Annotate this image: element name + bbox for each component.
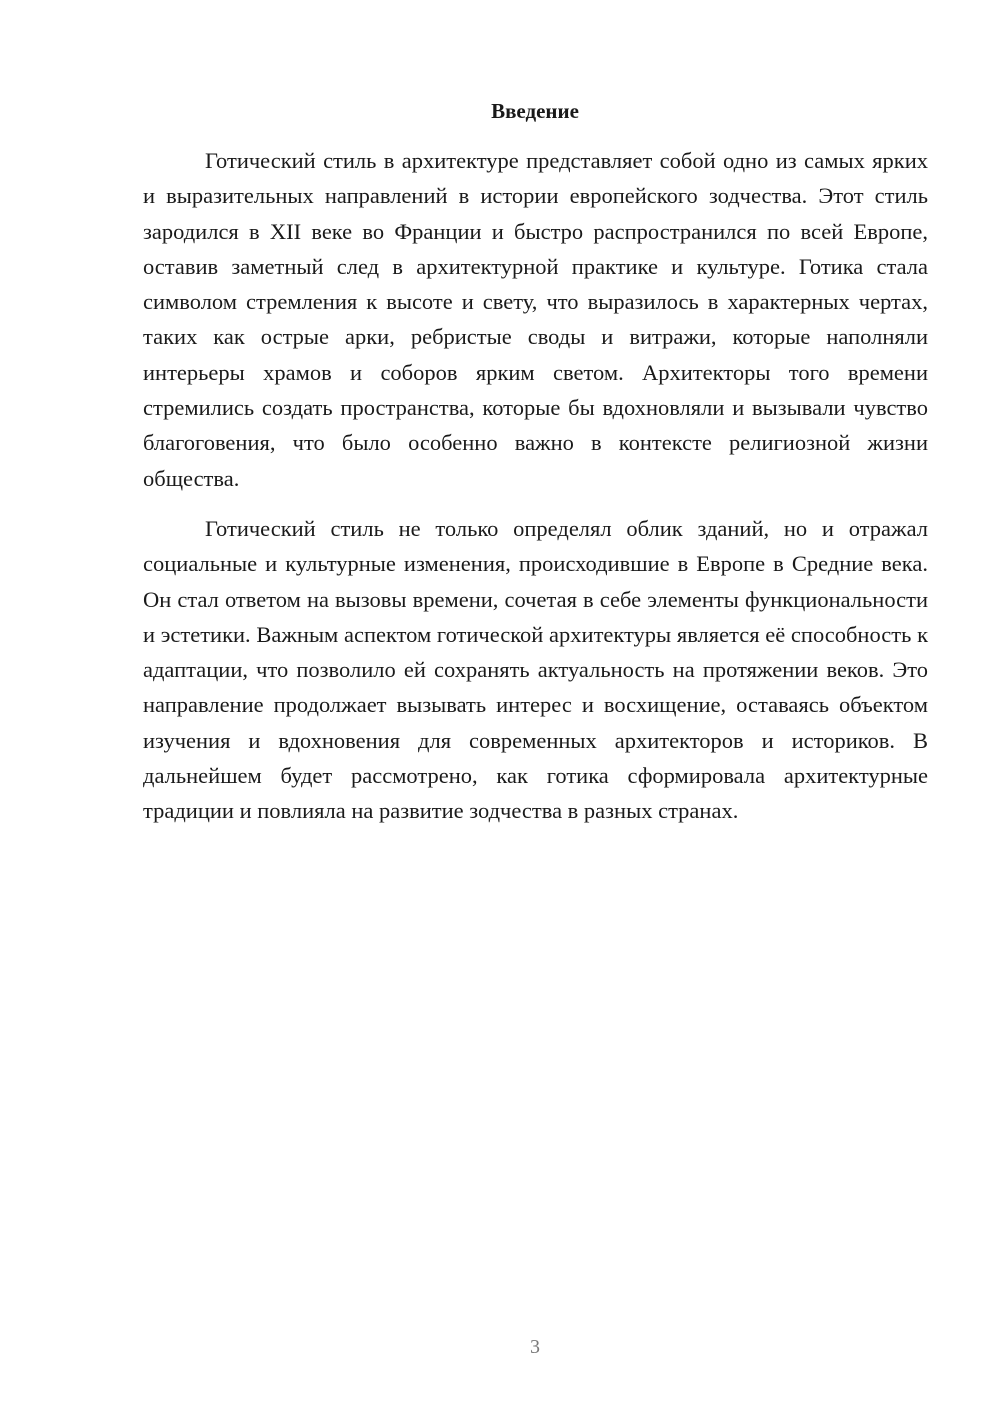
body-text	[143, 143, 928, 829]
page-number: 3	[530, 1336, 540, 1358]
paragraph-2: Готический стиль не только определял облик зданий, но и отражал социальные и культурные изменения, происходившие в Европе в Средние века. Он стал ответом на вызовы времени, сочетая в себе элементы функциональности и эстетики. Важным аспектом готической архитектуры является её способность к адаптации, что позволило ей сохранять актуальность на протяжении веков. Это направление продолжает вызывать интерес и восхищение, оставаясь объектом изучения и вдохновения для современных архитекторов и историков. В дальнейшем будет рассмотрено, как готика сформировала архитектурные традиции и повлияла на развитие зодчества в разных странах.	[143, 515, 928, 824]
section-heading: Введение	[491, 99, 579, 123]
paragraph-1: Готический стиль в архитектуре представляет собой одно из самых ярких и выразительных направлений в истории европейского зодчества. Этот стиль зародился в XII веке во Франции и быстро распространился по всей Европе, оставив заметный след в архитектурной практике и культуре. Готика стала символом стремления к высоте и свету, что выразилось в характерных чертах, таких как острые арки, ребристые своды и витражи, которые наполняли интерьеры храмов и соборов ярким светом. Архитекторы того времени стремились создать пространства, которые бы вдохновляли и вызывали чувство благоговения, что было особенно важно в контексте религиозной жизни общества.	[143, 148, 928, 491]
